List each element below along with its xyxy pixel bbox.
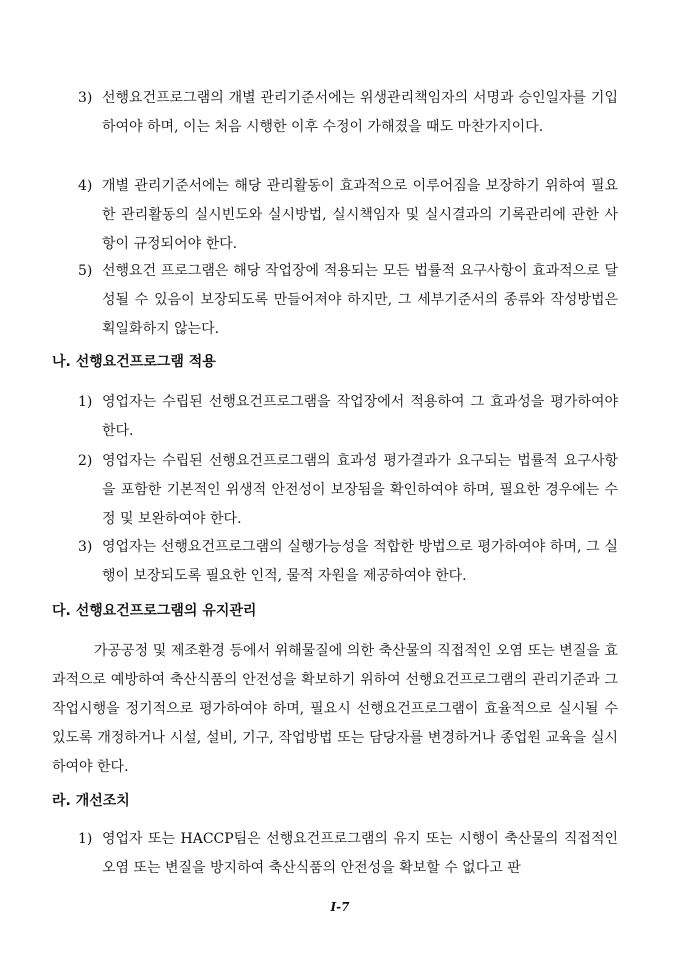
list-item-number: 5): [78, 263, 93, 279]
list-item-number: 2): [78, 453, 93, 469]
list-item-text: 선행요건프로그램의 개별 관리기준서에는 위생관리책임자의 서명과 승인일자를 기입하여야 하며, 이는 처음 시행한 이후 수정이 가해졌을 때도 마찬가지이다.: [102, 90, 618, 135]
list-item-number: 4): [78, 178, 93, 194]
list-item-text: 개별 관리기준서에는 해당 관리활동이 효과적으로 이루어짐을 보장하기 위하여 필요한 관리활동의 실시빈도와 실시방법, 실시책임자 및 실시결과의 기록관리에 관한 사항이 규정되어야 한다.: [102, 178, 618, 252]
list-item-na-3: [70, 533, 618, 591]
section-heading-na: 나. 선행요건프로그램 적용: [52, 354, 216, 370]
section-heading-ra: 라. 개선조치: [52, 793, 130, 809]
list-item-number: 1): [78, 394, 93, 410]
page-number: I-7: [330, 900, 350, 914]
list-item-number: 3): [78, 90, 93, 106]
list-item-ga-3: [70, 84, 618, 142]
list-item-ra-1: [70, 825, 618, 883]
list-item-number: 3): [78, 539, 93, 555]
list-item-ga-5: [70, 257, 618, 344]
list-item-text: 선행요건 프로그램은 해당 작업장에 적용되는 모든 법률적 요구사항이 효과적으로 달성될 수 있음이 보장되도록 만들어져야 하지만, 그 세부기준서의 종류와 작성방법은 획일화하지 않는다.: [102, 263, 618, 337]
section-paragraph-da: 가공공정 및 제조환경 등에서 위해물질에 의한 축산물의 직접적인 오염 또는 변질을 효과적으로 예방하여 축산식품의 안전성을 확보하기 위하여 선행요건프로그램의 관리기준과 그 작업시행을 정기적으로 평가하여야 하며, 필요시 선행요건프로그램이 효율적으로 실시될 수 있도록 개정하거나 시설, 설비, 기구, 작업방법 또는 담당자를 변경하거나 종업원 교육을 실시하여야 한다.: [52, 643, 618, 775]
list-item-text: 영업자는 선행요건프로그램의 실행가능성을 적합한 방법으로 평가하여야 하며, 그 실행이 보장되도록 필요한 인적, 물적 자원을 제공하여야 한다.: [102, 539, 618, 584]
list-item-na-1: [70, 388, 618, 446]
list-item-text: 영업자 또는 HACCP팀은 선행요건프로그램의 유지 또는 시행이 축산물의 직접적인 오염 또는 변질을 방지하여 축산식품의 안전성을 확보할 수 없다고 판: [102, 831, 618, 876]
list-item-text: 영업자는 수립된 선행요건프로그램을 작업장에서 적용하여 그 효과성을 평가하여야 한다.: [102, 394, 618, 439]
list-item-na-2: [70, 447, 618, 534]
list-item-text: 영업자는 수립된 선행요건프로그램의 효과성 평가결과가 요구되는 법률적 요구사항을 포함한 기본적인 위생적 안전성이 보장됨을 확인하여야 하며, 필요한 경우에는 수정 및 보완하여야 한다.: [102, 453, 618, 527]
section-heading-da: 다. 선행요건프로그램의 유지관리: [52, 603, 257, 619]
list-item-number: 1): [78, 831, 93, 847]
list-item-ga-4: [70, 172, 618, 259]
